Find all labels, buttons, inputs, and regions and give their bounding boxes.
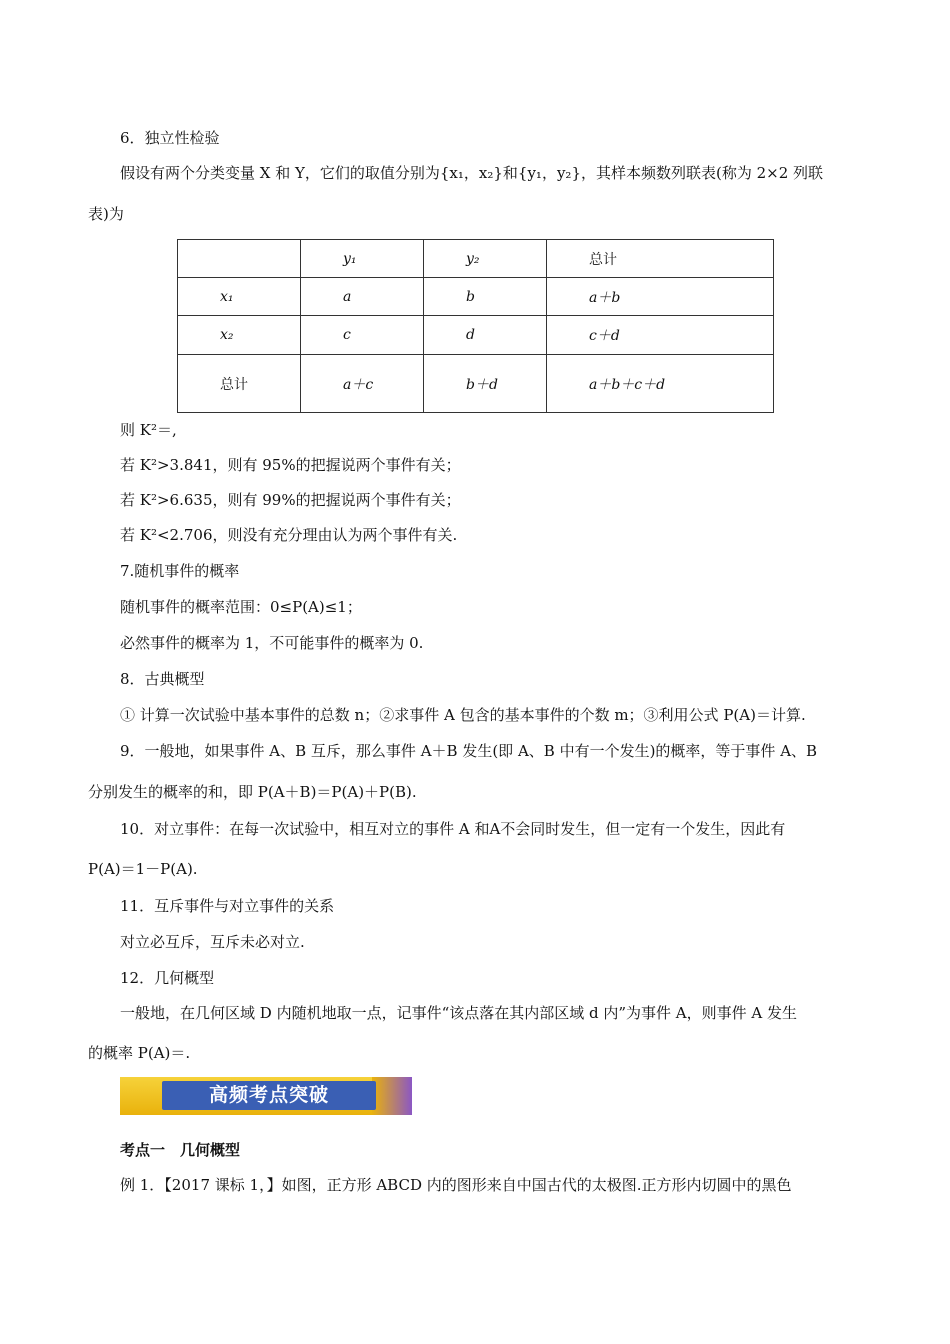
section-6-title: 6．独立性检验	[120, 129, 220, 147]
section-9-line2: 分别发生的概率的和，即 P(A＋B)＝P(A)＋P(B).	[88, 783, 417, 801]
table-cell: x₁	[178, 278, 301, 316]
table-cell: d	[424, 316, 547, 355]
table-cell: y₁	[301, 240, 424, 278]
section-8-title: 8．古典概型	[120, 670, 205, 688]
section-8-line1: ① 计算一次试验中基本事件的总数 n；②求事件 A 包含的基本事件的个数 m；③利用公式 P(A)＝计算.	[120, 706, 806, 724]
section-12-line2: 的概率 P(A)＝.	[88, 1044, 191, 1062]
k2-formula: 则 K²＝,	[120, 421, 177, 439]
table-cell: x₂	[178, 316, 301, 355]
table-cell: c＋d	[547, 316, 774, 355]
table-cell: b＋d	[424, 355, 547, 413]
section-6-intro-line1: 假设有两个分类变量 X 和 Y，它们的取值分别为{x₁，x₂}和{y₁，y₂}，其样本频数列联表(称为 2×2 列联	[120, 164, 824, 182]
table-cell: y₂	[424, 240, 547, 278]
section-10-line2: P(A)＝1－P(A).	[88, 860, 198, 878]
example-1-line1: 例 1．【2017 课标 1，】如图，正方形 ABCD 内的图形来自中国古代的太极图.正方形内切圆中的黑色	[120, 1176, 792, 1194]
k2-rule-95: 若 K²>3.841，则有 95%的把握说两个事件有关；	[120, 456, 461, 474]
table-cell: a＋b＋c＋d	[547, 355, 774, 413]
table-cell: a	[301, 278, 424, 316]
section-9-line1: 9．一般地，如果事件 A、B 互斥，那么事件 A＋B 发生(即 A、B 中有一个发生)的概率，等于事件 A、B	[120, 742, 818, 760]
section-7-line2: 必然事件的概率为 1，不可能事件的概率为 0.	[120, 634, 424, 652]
section-12-title: 12．几何概型	[120, 969, 215, 987]
table-cell	[178, 240, 301, 278]
table-cell: 总计	[178, 355, 301, 413]
k2-rule-none: 若 K²<2.706，则没有充分理由认为两个事件有关.	[120, 526, 458, 544]
section-6-intro-line2: 表)为	[88, 205, 124, 223]
section-12-line1: 一般地，在几何区域 D 内随机地取一点，记事件“该点落在其内部区域 d 内”为事件 A，则事件 A 发生	[120, 1004, 798, 1022]
k2-rule-99: 若 K²>6.635，则有 99%的把握说两个事件有关；	[120, 491, 461, 509]
kaodian-title: 考点一 几何概型	[120, 1141, 241, 1159]
table-cell: a＋b	[547, 278, 774, 316]
banner-edge	[372, 1077, 412, 1115]
table-row	[178, 316, 774, 355]
contingency-table	[177, 239, 774, 413]
banner-label: 高频考点突破	[162, 1081, 376, 1110]
table-row	[178, 278, 774, 316]
table-row	[178, 240, 774, 278]
table-cell: a＋c	[301, 355, 424, 413]
section-11-line1: 对立必互斥，互斥未必对立.	[120, 933, 305, 951]
table-row	[178, 355, 774, 413]
table-cell: b	[424, 278, 547, 316]
table-cell: 总计	[547, 240, 774, 278]
section-banner	[120, 1077, 412, 1115]
section-7-title: 7.随机事件的概率	[120, 562, 240, 580]
section-7-line1: 随机事件的概率范围：0≤P(A)≤1；	[120, 598, 362, 616]
table-cell: c	[301, 316, 424, 355]
section-11-title: 11．互斥事件与对立事件的关系	[120, 897, 335, 915]
section-10-line1: 10．对立事件：在每一次试验中，相互对立的事件 A 和A不会同时发生，但一定有一个发生，因此有	[120, 820, 786, 838]
